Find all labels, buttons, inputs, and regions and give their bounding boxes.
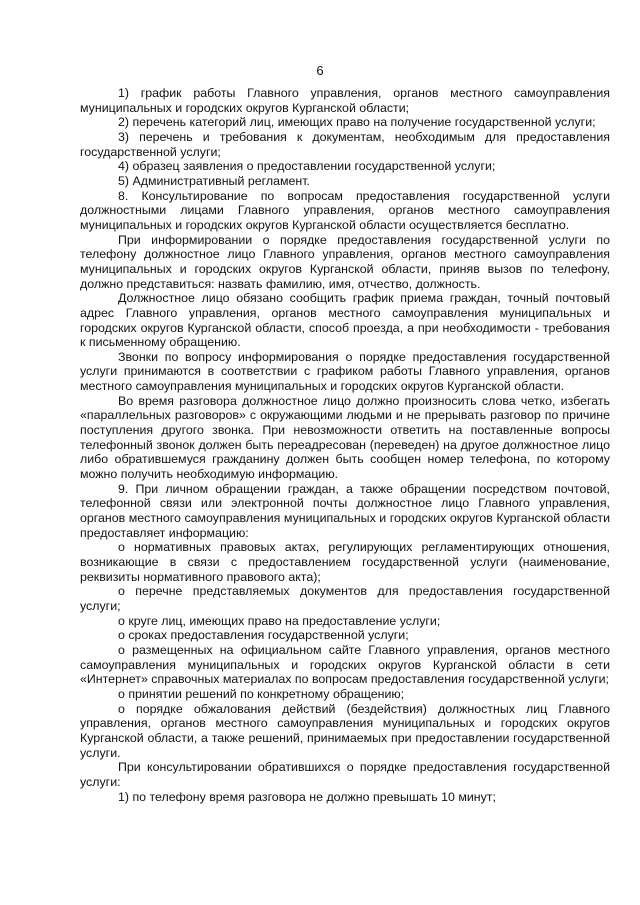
paragraph: о размещенных на официальном сайте Главного управления, органов местного самоуправления муниципальных и городских округов Курганской области в сети «Интернет» справочных материалах по вопросам предоставления государственной услуги; [80,642,610,687]
paragraph: При консультировании обратившихся о порядке предоставления государственной услуги: [80,760,610,789]
paragraph: 8. Консультирование по вопросам предоставления государственной услуги должностными лицами Главного управления, органов местного самоуправления муниципальных и городских округов Курганской области осуществляется бесплатно. [80,188,610,232]
paragraph: 1) по телефону время разговора не должно превышать 10 минут; [118,789,496,804]
paragraph: о круге лиц, имеющих право на предоставление услуги; [118,613,441,628]
paragraph: 5) Административный регламент. [118,173,310,188]
paragraph: Звонки по вопросу информирования о порядке предоставления государственной услуги принимаются в соответствии с графиком работы Главного управления, органов местного самоуправления муниципальных и городских округов Курганской области. [80,349,610,394]
paragraph: 2) перечень категорий лиц, имеющих право на получение государственной услуги; [118,115,596,130]
paragraph: 1) график работы Главного управления, органов местного самоуправления муниципальных и городских округов Курганской области; [80,86,610,115]
paragraph: о нормативных правовых актах, регулирующих регламентирующих отношения, возникающие в связи с предоставлением государственной услуги (наименование, реквизиты нормативного правового акта); [80,540,610,584]
paragraph: о перечне представляемых документов для предоставления государственной услуги; [80,584,610,613]
paragraph: 9. При личном обращении граждан, а также обращении посредством почтовой, телефонной связи или электронной почты должностное лицо Главного управления, органов местного самоуправления муниципальных и городских округов Курганской области предоставляет информацию: [80,481,610,540]
page-number: 6 [316,63,324,78]
paragraph: 3) перечень и требования к документам, необходимым для предоставления государственной услуги; [80,129,610,159]
paragraph: Должностное лицо обязано сообщить график приема граждан, точный почтовый адрес Главного управления, органов местного самоуправления муниципальных и городских округов Курганской области, способ проезда, а при необходимости - требования к письменному обращению. [80,291,610,350]
paragraph: 4) образец заявления о предоставлении государственной услуги; [118,159,496,174]
paragraph: о порядке обжалования действий (бездействия) должностных лиц Главного управления, органов местного самоуправления муниципальных и городских округов Курганской области, а также решений, принимаемых при предоставлении государственной услуги. [80,701,610,760]
document-body [80,86,610,804]
paragraph: При информировании о порядке предоставления государственной услуги по телефону должностное лицо Главного управления, органов местного самоуправления муниципальных и городских округов Курганской области, приняв вызов по телефону, должно представиться: назвать фамилию, имя, отчество, должность. [80,232,610,291]
paragraph: о сроках предоставления государственной услуги; [118,628,409,643]
paragraph: Во время разговора должностное лицо должно произносить слова четко, избегать «параллельных разговоров» с окружающими людьми и не прерывать разговор по причине поступления другого звонка. При невозможности ответить на поставленные вопросы телефонный звонок должен быть переадресован (переведен) на другое должностное лицо либо обратившемуся гражданину должен быть сообщен номер телефона, по которому можно получить необходимую информацию. [80,393,610,482]
paragraph: о принятии решений по конкретному обращению; [118,686,405,701]
